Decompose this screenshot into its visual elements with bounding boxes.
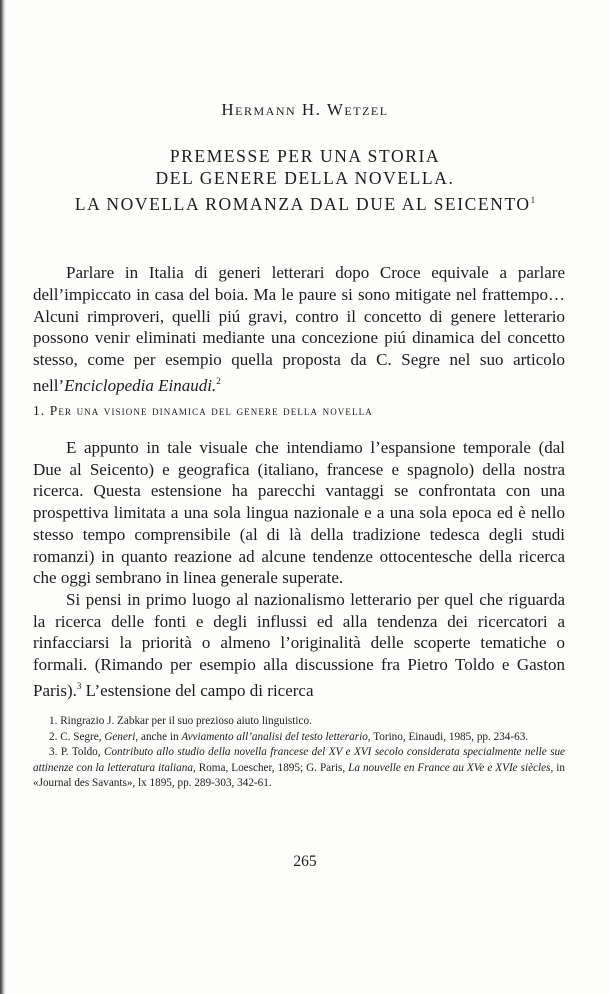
section-body bbox=[33, 437, 565, 701]
body-paragraph-2-text: Si pensi in primo luogo al nazionalismo letterario per quel che riguarda la ricerca delle fonti e degli influssi ed alla tendenza dei ricercatori a rinfacciarsi la priorità o almeno l’originalità delle scoperte tematiche o formali. (Rimando per esempio alla discussione fra Pietro Toldo e Gaston Paris). bbox=[33, 589, 565, 700]
title-note-ref[interactable]: 1 bbox=[530, 195, 536, 205]
footnote-1: 1. Ringrazio J. Zabkar per il suo prezioso aiuto linguistico. bbox=[49, 715, 312, 727]
intro-text-main: Parlare in Italia di generi letterari dopo Croce equivale a parlare dell’impiccato in casa del boia. Ma le paure si sono mitigate nel frattempo… Alcuni rimproveri, quelli piú gravi, contro il concetto di genere letterario possono venir eliminati mediante una concezione piú dinamica del concetto stesso, come per esempio quella proposta da C. Segre nel suo articolo nell’ bbox=[33, 263, 565, 395]
title-line-3 bbox=[0, 189, 610, 215]
intro-italic-title: Enciclopedia Einaudi. bbox=[64, 375, 217, 395]
footnotes bbox=[33, 714, 565, 792]
title-line-3-text: LA NOVELLA ROMANZA DAL DUE AL SEICENTO bbox=[74, 194, 531, 214]
author-name: Hermann H. Wetzel bbox=[221, 100, 389, 119]
footnote-2-title: Generi, bbox=[104, 730, 139, 743]
body-paragraph-2-tail: L’estensione del campo di ricerca bbox=[81, 680, 314, 700]
footnote-2-pub: Torino, Einaudi, 1985, pp. 234-63. bbox=[370, 730, 529, 743]
footnote-2 bbox=[33, 730, 565, 746]
intro-note-ref[interactable]: 2 bbox=[216, 375, 221, 386]
footnote-3-author: 3. P. Toldo, bbox=[49, 746, 104, 759]
intro-paragraph bbox=[33, 262, 565, 397]
footnote-2-mid: anche in bbox=[138, 730, 182, 743]
body-paragraph-2 bbox=[33, 589, 565, 702]
body-paragraph-1: E appunto in tale visuale che intendiamo l’espansione temporale (dal Due al Seicento) e geografica (italiano, francese e spagnolo) della nostra ricerca. Questa estensione ha parecchi vantaggi se confrontata con una prospettiva limitata a una sola lingua nazionale e a una sola epoca ed è nello stesso tempo comprensibile (al di là della tradizione tedesca degli studi romanzi) in quanto reazione ad alcune tendenze ottocentesche della ricerca che oggi sembrano in linea generale superate. bbox=[33, 438, 565, 588]
body-note-ref[interactable]: 3 bbox=[76, 680, 82, 691]
footnote-3-pub: in «Journal des Savants», lx 1895, pp. 289-303, 342-61. bbox=[33, 761, 565, 790]
article-title bbox=[0, 145, 610, 215]
footnote-3 bbox=[33, 745, 565, 792]
footnote-2-author: 2. C. Segre, bbox=[49, 730, 105, 743]
footnote-3-mid: Roma, Loescher, 1895; G. Paris, bbox=[195, 761, 349, 774]
footnote-3-title: Contributo allo studio della novella francese del XV e XVI secolo considerata specialmente nelle sue attinenze con la letteratura italiana, bbox=[33, 746, 565, 774]
footnote-3-title-2: La nouvelle en France au XVe e XVIe siècles, bbox=[348, 761, 554, 774]
footnote-2-book: Avviamento all’analisi del testo letterario, bbox=[181, 730, 371, 743]
title-line-1: PREMESSE PER UNA STORIA bbox=[169, 146, 441, 166]
page-number: 265 bbox=[293, 853, 317, 870]
intro-text bbox=[33, 262, 565, 397]
section-heading: 1. Per una visione dinamica del genere della novella bbox=[33, 403, 373, 418]
title-line-2: DEL GENERE DELLA NOVELLA. bbox=[155, 168, 455, 188]
